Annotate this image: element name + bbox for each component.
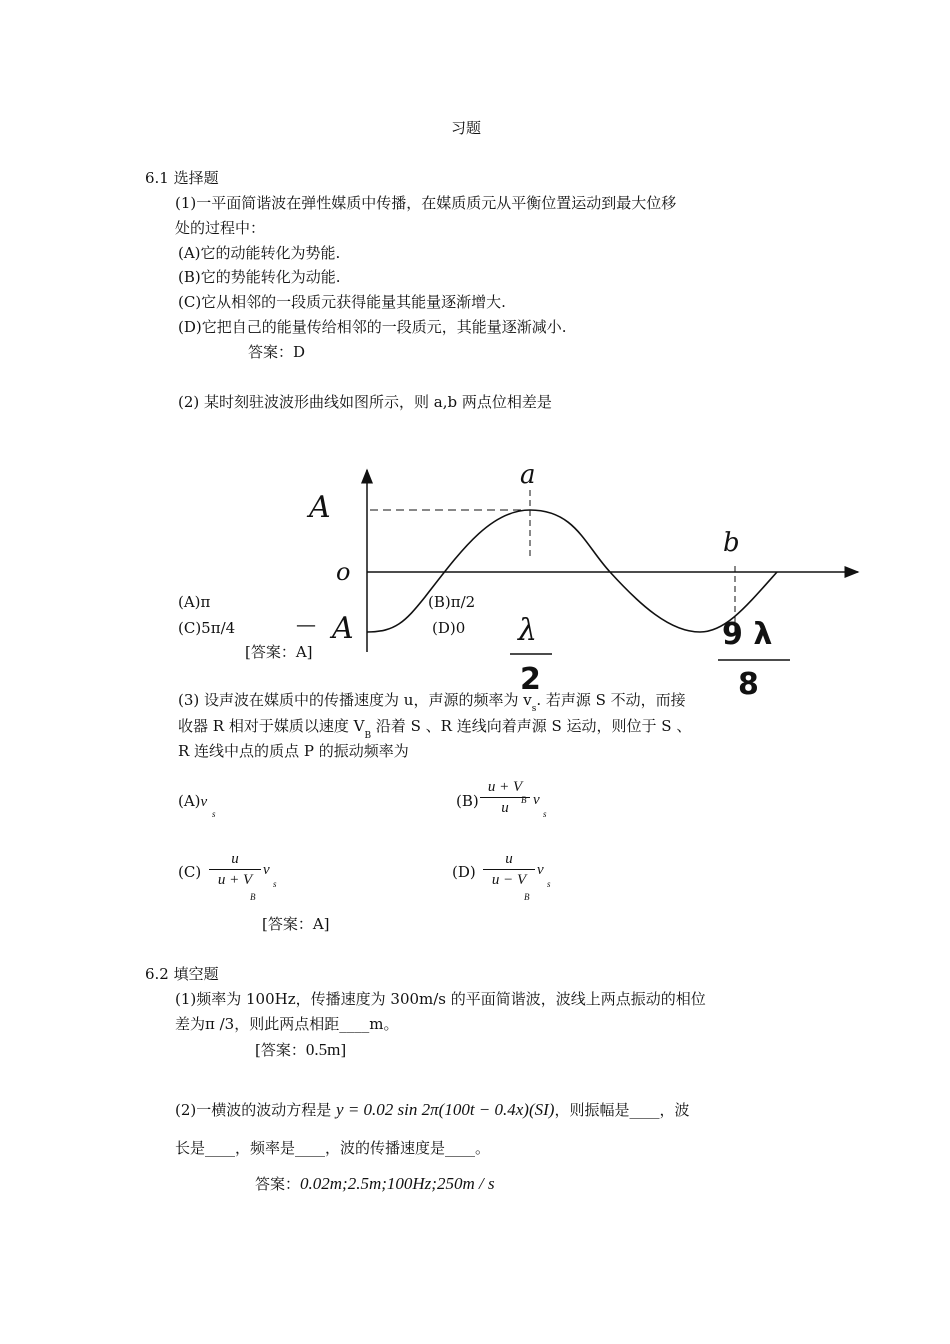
fill-q1-line2: 差为π /3，则此两点相距____m。 [175,1015,399,1033]
q3-opt-b-den: u [501,800,509,816]
q3-stem-line2 [178,717,692,741]
q3-line2-text-a: 收器 R 相对于媒质以速度 V [178,717,365,735]
q2-stem: (2) 某时刻驻波波形曲线如图所示，则 a,b 两点位相差是 [178,393,552,411]
fill-q2-line2: 长是____，频率是____，波的传播速度是____。 [175,1139,491,1157]
label-point-a: a [520,460,536,490]
label-nine-lambda-num: 9 λ [722,617,773,652]
label-nine-lambda-den: 8 [738,667,759,702]
fraction-bar [483,869,535,870]
q3-line2-text-b: 沿着 S 、R 连线向着声源 S 运动，则位于 S 、 [371,717,692,735]
q3-opt-b-label: (B) [456,792,479,810]
wave-curve [367,510,777,632]
q3-opt-d-fraction [483,850,535,889]
fill-q1-answer-value: 0.5m [305,1040,341,1059]
q1-option-a: (A)它的动能转化为势能. [178,244,341,262]
q1-answer: 答案：D [248,343,306,361]
q1-option-d: (D)它把自己的能量传给相邻的一段质元，其能量逐渐减小. [178,318,567,336]
q3-opt-b-num-sub: B [521,795,527,805]
label-neg-amplitude: A [332,611,354,646]
q3-line1-sub: s [531,704,537,714]
fill-q2-line1-b: ，则振幅是____，波 [554,1101,690,1119]
fill-q1-answer [255,1041,346,1058]
q3-stem-line3: R 连线中点的质点 P 的振动频率为 [178,742,409,760]
section-heading-choice: 6.1 选择题 [145,169,219,187]
q1-stem-line2: 处的过程中： [175,219,266,237]
q3-opt-d-num: u [505,851,513,867]
q3-line2-sub: B [364,731,372,741]
label-origin: o [336,558,351,586]
q3-opt-c-sub: s [273,879,277,889]
q3-opt-d-label: (D) [452,863,476,881]
fill-q1-line1: (1)频率为 100Hz，传播速度为 300m/s 的平面简谐波，波线上两点振动的相位 [175,990,706,1008]
q3-opt-d-den: u − V [491,872,527,888]
q3-opt-a-sub: s [212,809,216,819]
q3-stem-line1 [178,691,686,714]
fill-q2-equation: y = 0.02 sin 2π(100t − 0.4x)(SI) [336,1100,555,1119]
q2-option-b: (B)π/2 [428,593,476,611]
q3-opt-c-label: (C) [178,863,202,881]
fill-q2-line1-a: (2)一横波的波动方程是 [175,1101,332,1119]
q3-option-a [178,794,207,810]
q3-opt-b-num [480,778,530,796]
q3-line1-text-b: . 若声源 S 不动，而接 [536,691,686,709]
q3-opt-c-fraction [209,850,261,889]
q1-option-b: (B)它的势能转化为动能. [178,268,341,286]
fraction-bar [209,869,261,870]
q3-opt-a-label: (A) [178,792,201,810]
q3-opt-d-sub: s [547,879,551,889]
q3-opt-c-den-sub: B [250,892,256,902]
q3-answer: [答案：A] [262,915,330,933]
label-lambda-half-den: 2 [520,662,541,697]
q3-opt-b-v: v [533,792,540,808]
q2-answer: [答案：A] [245,643,313,661]
q3-opt-c-den: u + V [217,872,253,888]
q3-opt-d-den-sub: B [524,892,530,902]
fill-q1-answer-label: [答案： [255,1041,306,1059]
page-title: 习题 [451,119,482,137]
label-lambda-half-num: λ [518,613,538,648]
q3-line1-text-a: (3) 设声波在媒质中的传播速度为 u，声源的频率为 v [178,691,532,709]
q3-opt-a-v: v [200,794,208,810]
q3-opt-c-v: v [263,862,270,878]
q1-option-c: (C)它从相邻的一段质元获得能量其能量逐渐增大. [178,293,506,311]
label-neg-dash: — [296,612,316,636]
q3-opt-b-num-text: u + V [487,779,523,795]
fill-q2-answer-label: 答案： [255,1175,301,1193]
q3-opt-b-sub: s [543,809,547,819]
fill-q2-answer-value: 0.02m;2.5m;100Hz;250m / s [300,1174,495,1193]
fill-q1-answer-close: ] [340,1041,347,1059]
q2-option-c: (C)5π/4 [178,619,236,637]
fill-q2-answer [255,1175,495,1192]
label-point-b: b [723,528,740,558]
q1-stem-line1: (1)一平面简谐波在弹性媒质中传播，在媒质质元从平衡位置运动到最大位移 [175,194,677,212]
q2-option-d: (D)0 [432,619,466,637]
label-amplitude: A [309,490,331,525]
fill-q2-line1 [175,1101,689,1118]
section-heading-fill: 6.2 填空题 [145,965,219,983]
q3-opt-c-num: u [231,851,239,867]
q2-option-a: (A)π [178,593,211,611]
q3-opt-d-v: v [537,862,544,878]
